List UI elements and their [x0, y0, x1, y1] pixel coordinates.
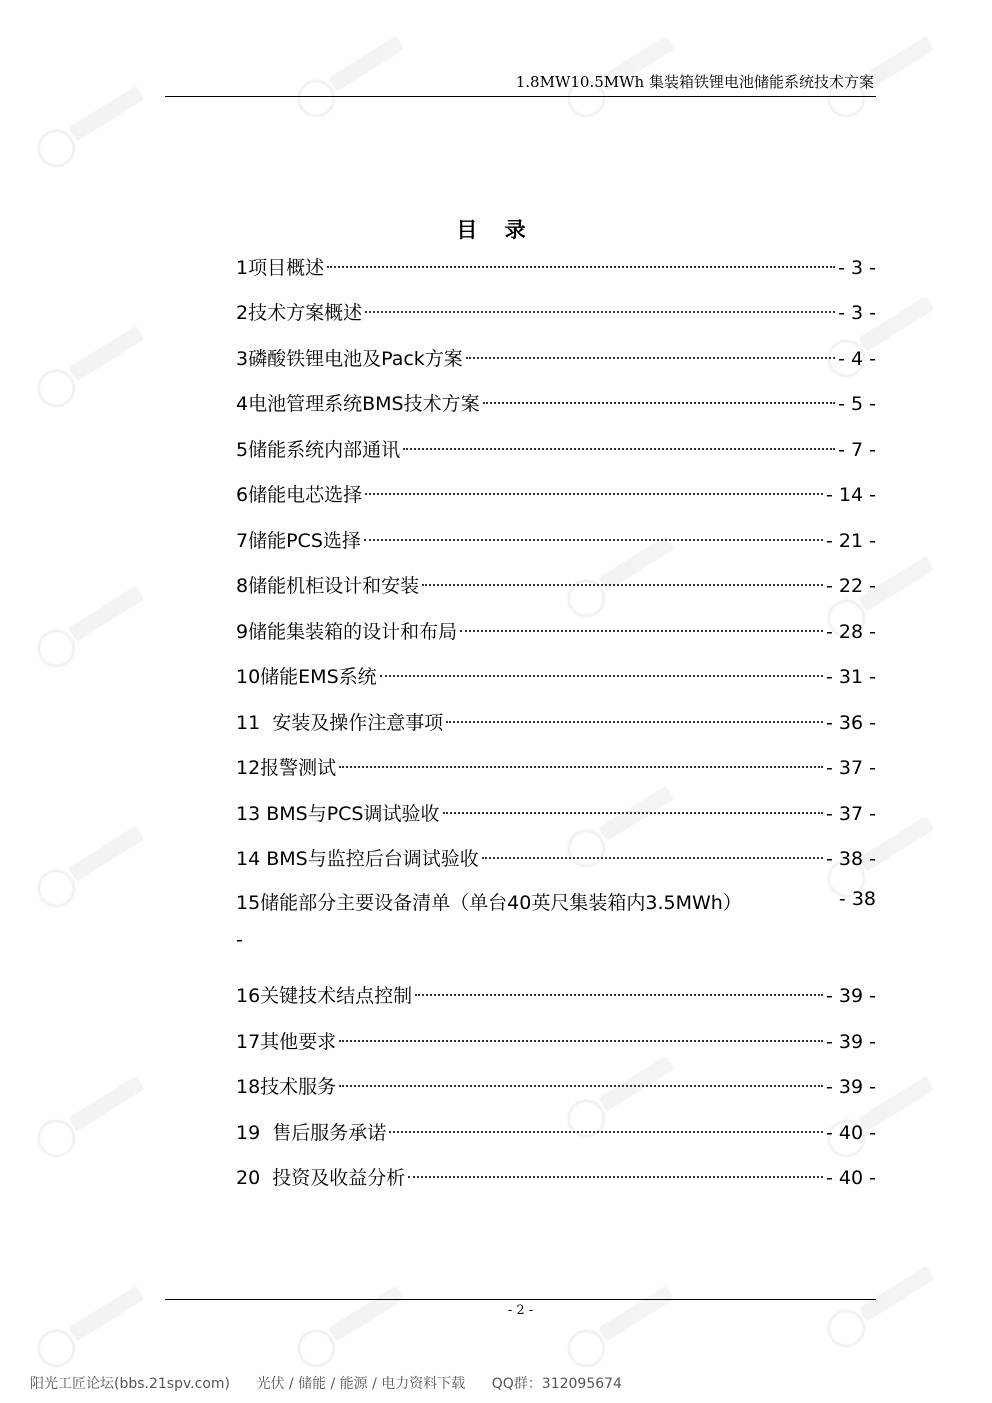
toc-entry[interactable] — [236, 1113, 876, 1147]
toc-entry[interactable] — [236, 612, 876, 646]
toc-entry-label: 7储能PCS选择 — [236, 529, 361, 552]
toc-leader-dots — [460, 606, 823, 632]
toc-leader-dots — [466, 333, 835, 359]
toc-heading: 目 录 — [456, 218, 536, 242]
toc-entry-page: - 36 - — [826, 711, 876, 734]
document-title: 1.8MW10.5MWh 集装箱铁锂电池储能系统技术方案 — [515, 73, 874, 91]
toc-entry-label: 15储能部分主要设备清单（单台40英尺集装箱内3.5MWh） — [236, 892, 742, 914]
page-number: - 2 - — [507, 1303, 534, 1318]
toc-leader-dots — [339, 742, 823, 768]
watermark-qq: QQ群：312095674 — [491, 1376, 622, 1392]
toc-entry[interactable] — [236, 703, 876, 737]
toc-leader-dots — [482, 833, 823, 859]
toc-entry-label: 17其他要求 — [236, 1030, 337, 1053]
toc-entry-label: 9储能集装箱的设计和布局 — [236, 620, 458, 643]
toc-entry-page: - 37 - — [826, 802, 876, 825]
toc-leader-dots — [339, 1061, 823, 1087]
toc-entry-label: 4电池管理系统BMS技术方案 — [236, 392, 480, 415]
toc-entry-page: - 40 - — [826, 1166, 876, 1189]
toc-entry-page: - 7 - — [838, 438, 876, 461]
page-footer — [165, 1299, 876, 1318]
watermark-stamp-icon — [21, 804, 160, 927]
toc-entry[interactable] — [236, 248, 876, 282]
toc-entry[interactable] — [236, 1022, 876, 1056]
watermark-topics: 光伏 / 储能 / 能源 / 电力资料下载 — [256, 1376, 466, 1392]
toc-entry-label: 16关键技术结点控制 — [236, 984, 413, 1007]
toc-entry[interactable] — [236, 293, 876, 327]
toc-entry-label: 2技术方案概述 — [236, 301, 363, 324]
toc-entry-page: - 4 - — [838, 347, 876, 370]
toc-leader-dots — [403, 424, 835, 450]
toc-entry-page: - 5 - — [838, 392, 876, 415]
toc-leader-dots — [415, 970, 823, 996]
toc-entry-label: 18技术服务 — [236, 1075, 337, 1098]
watermark-stamp-icon — [551, 1264, 690, 1387]
toc-entry-page: - 37 - — [826, 756, 876, 779]
toc-entry[interactable] — [236, 1067, 876, 1101]
page-header — [165, 64, 876, 97]
toc-entry[interactable] — [236, 794, 876, 828]
toc-leader-dots — [339, 1016, 823, 1042]
toc-entry[interactable] — [236, 339, 876, 373]
toc-entry-label: 1项目概述 — [236, 256, 325, 279]
toc-entry-label: 12报警测试 — [236, 756, 337, 779]
watermark-stamp-icon — [21, 1264, 160, 1387]
toc-entry-label: 20 投资及收益分析 — [236, 1166, 406, 1189]
watermark-stamp-icon — [281, 1264, 420, 1387]
toc-leader-dots — [389, 1107, 823, 1133]
toc-entry-label: 8储能机柜设计和安装 — [236, 574, 420, 597]
toc-entry[interactable] — [236, 475, 876, 509]
toc-entry[interactable] — [236, 430, 876, 464]
toc-leader-dots — [408, 1152, 823, 1178]
toc-entry-page: - 28 - — [826, 620, 876, 643]
toc-entry[interactable] — [236, 748, 876, 782]
toc-entry-label: 11 安装及操作注意事项 — [236, 711, 444, 734]
toc-entry-page-continuation: - — [236, 929, 243, 951]
toc-entry-page: - 31 - — [826, 665, 876, 688]
watermark-stamp-icon — [21, 64, 160, 187]
toc-entry[interactable] — [236, 839, 876, 873]
toc-leader-dots — [327, 242, 835, 268]
toc-entry-page: - 38 - — [826, 847, 876, 870]
toc-entry[interactable] — [236, 521, 876, 555]
toc-leader-dots — [365, 287, 835, 313]
watermark-stamp-icon — [21, 1054, 160, 1177]
toc-entry-page: - 40 - — [826, 1121, 876, 1144]
toc-entry[interactable] — [236, 657, 876, 691]
toc-entry-page: - 21 - — [826, 529, 876, 552]
toc-leader-dots — [446, 697, 823, 723]
toc-entry-label: 5储能系统内部通讯 — [236, 438, 401, 461]
toc-entry-label: 10储能EMS系统 — [236, 665, 377, 688]
toc-leader-dots — [443, 788, 824, 814]
toc-entry-page: - 39 - — [826, 1075, 876, 1098]
toc-entry-page: - 3 - — [838, 256, 876, 279]
toc-entry[interactable] — [236, 384, 876, 418]
toc-leader-dots — [365, 469, 823, 495]
toc-entry-page: - 22 - — [826, 574, 876, 597]
toc-leader-dots — [483, 378, 836, 404]
toc-entry-label: 14 BMS与监控后台调试验收 — [236, 847, 479, 870]
toc-entry-page: - 39 - — [826, 984, 876, 1007]
toc-entry[interactable] — [236, 1158, 876, 1192]
watermark-stamp-icon — [21, 564, 160, 687]
toc-entry-page: - 39 - — [826, 1030, 876, 1053]
toc-entry-label: 6储能电芯选择 — [236, 483, 363, 506]
toc-entry-page: - 3 - — [838, 301, 876, 324]
toc-entry-page: - 14 - — [826, 483, 876, 506]
toc-leader-dots — [364, 515, 823, 541]
toc-leader-dots — [380, 651, 823, 677]
toc-entry-wrapped[interactable] — [236, 888, 876, 951]
toc-entry[interactable] — [236, 976, 876, 1010]
watermark-stamp-icon — [21, 304, 160, 427]
watermark-text-bar — [30, 1373, 644, 1393]
toc-entry-label: 19 售后服务承诺 — [236, 1121, 387, 1144]
watermark-site: 阳光工匠论坛(bbs.21spv.com) — [30, 1376, 230, 1392]
toc-entry-label: 13 BMS与PCS调试验收 — [236, 802, 440, 825]
toc-entry[interactable] — [236, 566, 876, 600]
toc-entry-label: 3磷酸铁锂电池及Pack方案 — [236, 347, 463, 370]
toc-leader-dots — [422, 560, 823, 586]
toc-entry-page: - 38 — [838, 888, 876, 910]
